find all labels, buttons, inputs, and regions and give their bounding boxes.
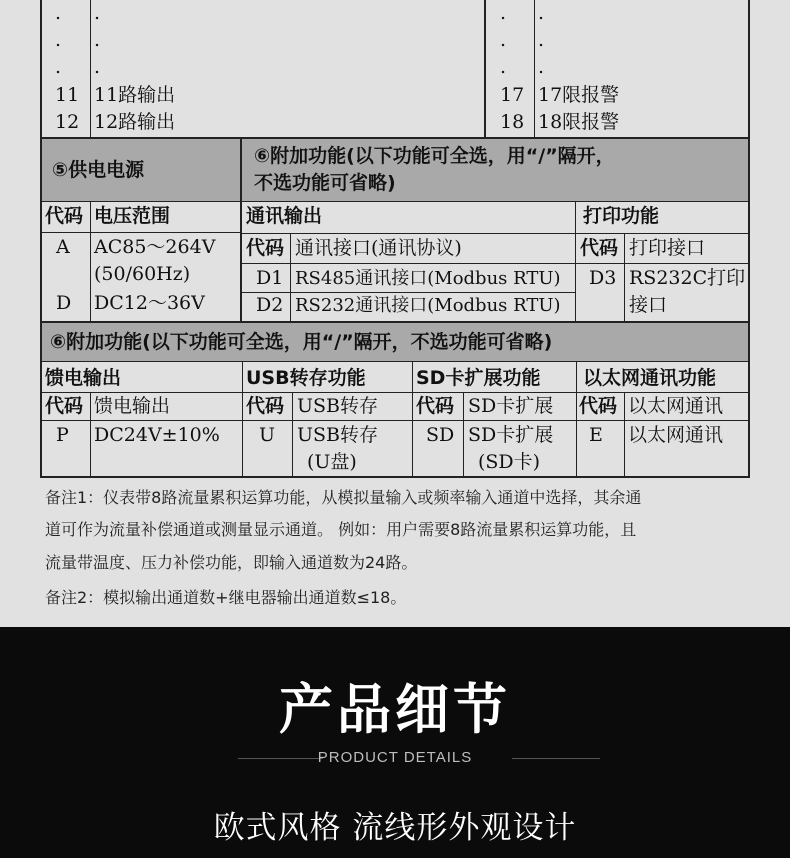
sd-header: SD卡扩展功能 bbox=[416, 367, 541, 389]
usb-name: USB转存 bbox=[297, 424, 378, 446]
label-cell: 12路输出 bbox=[94, 111, 176, 133]
power-col-voltage: 电压范围 bbox=[94, 205, 171, 227]
divider bbox=[512, 758, 600, 759]
code-cell: 12 bbox=[55, 111, 80, 133]
print-col-iface: 打印接口 bbox=[629, 237, 706, 259]
section6-title: ⑥附加功能(以下功能可全选，用“/”隔开， bbox=[254, 145, 615, 167]
product-details-subtitle: PRODUCT DETAILS bbox=[317, 749, 473, 766]
feed-code: P bbox=[56, 424, 69, 446]
dot: . bbox=[55, 56, 62, 78]
feed-col-code: 代码 bbox=[45, 395, 84, 417]
dot: . bbox=[538, 2, 545, 24]
section6b-title: ⑥附加功能(以下功能可全选，用“/”隔开，不选功能可省略) bbox=[50, 331, 553, 353]
eth-code: E bbox=[589, 424, 603, 446]
feed-header: 馈电输出 bbox=[45, 367, 122, 389]
dot: . bbox=[94, 2, 101, 24]
eth-header: 以太网通讯功能 bbox=[583, 367, 717, 389]
print-col-code: 代码 bbox=[580, 237, 619, 259]
section5-title: ⑤供电电源 bbox=[52, 159, 145, 181]
dot: . bbox=[94, 29, 101, 51]
comm-col-iface: 通讯接口(通讯协议) bbox=[295, 237, 462, 259]
power-voltage-d: DC12～36V bbox=[94, 292, 205, 314]
note-line: 流量带温度、压力补偿功能，即输入通道数为24路。 bbox=[45, 553, 418, 572]
label-cell: 18限报警 bbox=[538, 111, 620, 133]
comm-iface-d2: RS232通讯接口(Modbus RTU) bbox=[295, 295, 561, 316]
dot: . bbox=[94, 56, 101, 78]
power-col-code: 代码 bbox=[45, 205, 84, 227]
usb-code: U bbox=[259, 424, 276, 446]
note-line: 备注2：模拟输出通道数+继电器输出通道数≤18。 bbox=[45, 588, 407, 607]
code-cell: 17 bbox=[500, 84, 525, 106]
sd-name-line2: (SD卡) bbox=[478, 451, 541, 473]
feed-name: DC24V±10% bbox=[94, 424, 220, 446]
print-iface-line2: 接口 bbox=[629, 294, 668, 316]
print-code-d3: D3 bbox=[589, 267, 617, 289]
feed-col-name: 馈电输出 bbox=[94, 395, 171, 417]
dot: . bbox=[55, 2, 62, 24]
sd-col-code: 代码 bbox=[416, 395, 455, 417]
dot: . bbox=[500, 2, 507, 24]
code-cell: 18 bbox=[500, 111, 525, 133]
dot: . bbox=[55, 29, 62, 51]
label-cell: 11路输出 bbox=[94, 84, 176, 106]
sd-code: SD bbox=[426, 424, 455, 446]
sd-name: SD卡扩展 bbox=[468, 424, 554, 446]
usb-col-code: 代码 bbox=[246, 395, 285, 417]
power-freq-a: (50/60Hz) bbox=[94, 263, 191, 285]
sd-col-name: SD卡扩展 bbox=[468, 395, 554, 417]
power-code-a: A bbox=[56, 236, 70, 258]
tagline: 欧式风格 流线形外观设计 bbox=[213, 810, 577, 846]
note-line: 道可作为流量补偿通道或测量显示通道。 例如：用户需要8路流量累积运算功能，且 bbox=[45, 520, 637, 539]
power-voltage-a: AC85～264V bbox=[94, 236, 216, 258]
usb-name-line2: (U盘) bbox=[307, 451, 357, 473]
label-cell: 17限报警 bbox=[538, 84, 620, 106]
note-line: 备注1：仪表带8路流量累积运算功能，从模拟量输入或频率输入通道中选择，其余通 bbox=[45, 488, 642, 507]
print-header: 打印功能 bbox=[583, 205, 660, 227]
comm-code-d2: D2 bbox=[256, 294, 284, 316]
print-iface: RS232C打印 bbox=[629, 267, 746, 289]
dot: . bbox=[538, 56, 545, 78]
comm-iface-d1: RS485通讯接口(Modbus RTU) bbox=[295, 268, 561, 289]
power-code-d: D bbox=[56, 292, 72, 314]
usb-col-name: USB转存 bbox=[297, 395, 378, 417]
product-details-banner bbox=[0, 627, 790, 858]
dot: . bbox=[538, 29, 545, 51]
eth-name: 以太网通讯 bbox=[628, 424, 724, 446]
usb-header: USB转存功能 bbox=[246, 367, 366, 389]
eth-col-code: 代码 bbox=[579, 395, 618, 417]
eth-col-name: 以太网通讯 bbox=[628, 395, 724, 417]
dot: . bbox=[500, 29, 507, 51]
comm-col-code: 代码 bbox=[246, 237, 285, 259]
comm-header: 通讯输出 bbox=[246, 205, 323, 227]
code-cell: 11 bbox=[55, 84, 80, 106]
section6-title-line2: 不选功能可省略) bbox=[254, 172, 396, 194]
product-details-title: 产品细节 bbox=[279, 678, 511, 741]
dot: . bbox=[500, 56, 507, 78]
comm-code-d1: D1 bbox=[256, 267, 284, 289]
